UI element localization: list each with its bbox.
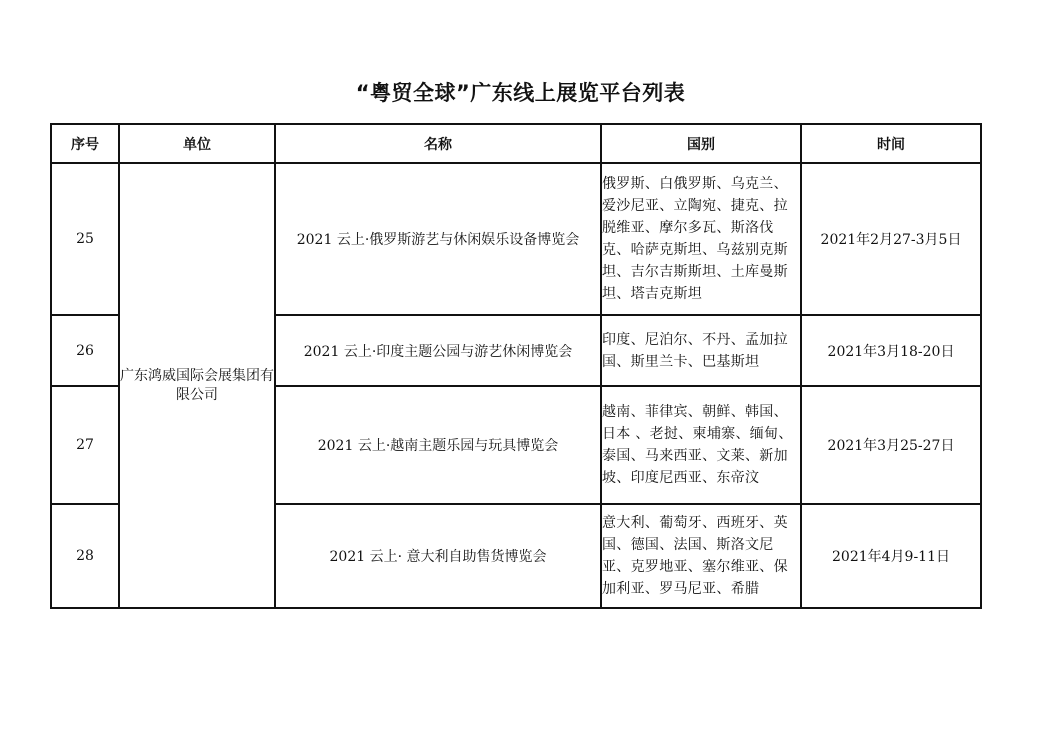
header-time: 时间 — [801, 124, 981, 163]
country-list: 俄罗斯、白俄罗斯、乌克兰、爱沙尼亚、立陶宛、捷克、拉脱维亚、摩尔多瓦、斯洛伐克、哈萨克斯坦、乌兹别克斯坦、吉尔吉斯斯坦、土库曼斯坦、塔吉克斯坦 — [601, 163, 801, 315]
row-seq: 26 — [51, 315, 119, 386]
row-seq: 25 — [51, 163, 119, 315]
exhibition-name: 2021 云上· 意大利自助售货博览会 — [275, 504, 601, 608]
exhibition-time: 2021年4月9-11日 — [801, 504, 981, 608]
table-header-row — [51, 124, 981, 163]
exhibition-time: 2021年3月18-20日 — [801, 315, 981, 386]
country-list: 越南、菲律宾、朝鲜、韩国、日本 、老挝、柬埔寨、缅甸、泰国、马来西亚、文莱、新加坡、印度尼西亚、东帝汶 — [601, 386, 801, 504]
header-name: 名称 — [275, 124, 601, 163]
exhibition-name: 2021 云上·越南主题乐园与玩具博览会 — [275, 386, 601, 504]
header-unit: 单位 — [119, 124, 275, 163]
exhibition-name: 2021 云上·俄罗斯游艺与休闲娱乐设备博览会 — [275, 163, 601, 315]
row-seq: 27 — [51, 386, 119, 504]
row-seq: 28 — [51, 504, 119, 608]
exhibition-time: 2021年3月25-27日 — [801, 386, 981, 504]
country-list: 意大利、葡萄牙、西班牙、英国、德国、法国、斯洛文尼亚、克罗地亚、塞尔维亚、保加利亚、罗马尼亚、希腊 — [601, 504, 801, 608]
header-country: 国别 — [601, 124, 801, 163]
table-row — [51, 163, 981, 315]
page-title: “粤贸全球”广东线上展览平台列表 — [355, 81, 686, 105]
exhibition-name: 2021 云上·印度主题公园与游艺休闲博览会 — [275, 315, 601, 386]
unit-cell: 广东鸿威国际会展集团有限公司 — [119, 163, 275, 608]
exhibition-time: 2021年2月27-3月5日 — [801, 163, 981, 315]
exhibition-table — [50, 123, 982, 609]
header-seq: 序号 — [51, 124, 119, 163]
country-list: 印度、尼泊尔、不丹、孟加拉国、斯里兰卡、巴基斯坦 — [601, 315, 801, 386]
